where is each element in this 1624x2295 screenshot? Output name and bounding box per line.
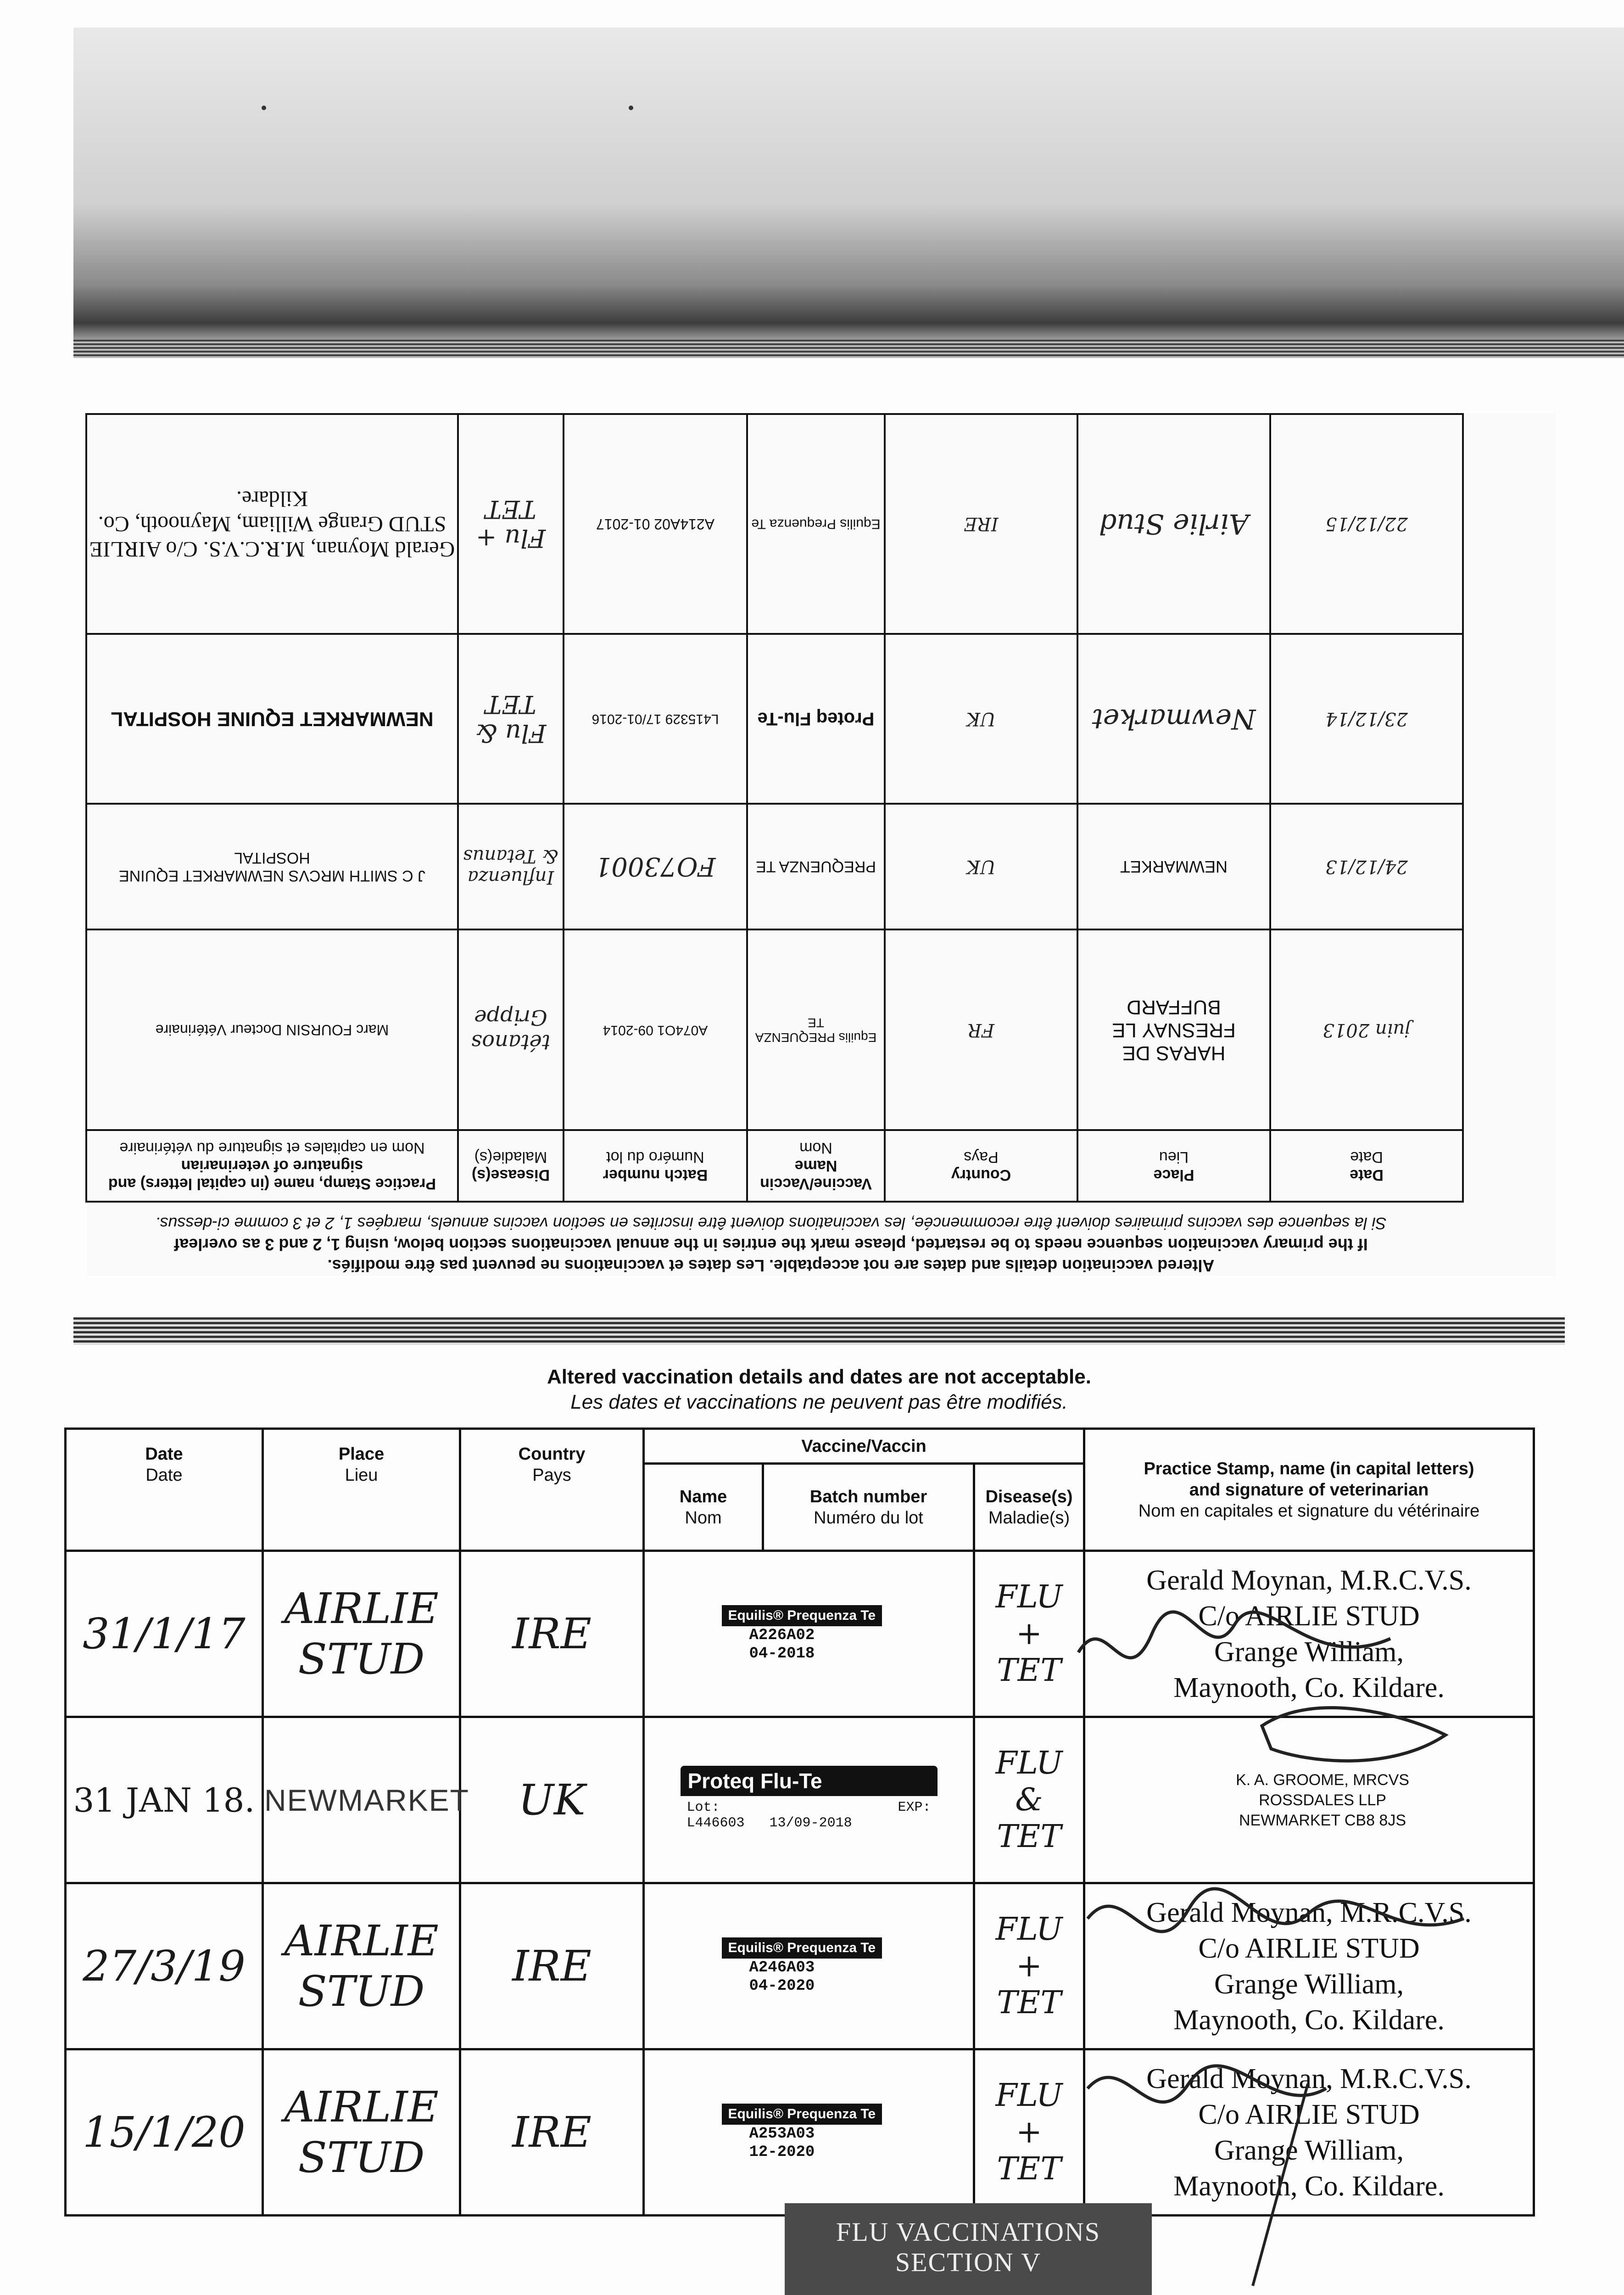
- notice-line: Altered vaccination details and dates are not acceptable. Les dates et vaccinations ne peuvent pas être modifiés.: [327, 1256, 1215, 1275]
- vaccine-sticker: [722, 1605, 896, 1663]
- row-vaccine: Equilis Prequenza Te: [747, 414, 885, 634]
- sticker-batch: L446603: [686, 1815, 745, 1831]
- footer-section: SECTION V: [895, 2247, 1042, 2277]
- row-batch: A074O1 09-2014: [564, 929, 747, 1130]
- row-vaccine-label: [644, 1551, 974, 1717]
- header-disease: Disease(s) Maladie(s): [458, 1130, 564, 1202]
- signature-stroke: [1088, 2066, 1326, 2102]
- row-practice-stamp: Gerald Moynan, M.R.C.V.S. C/o AIRLIE STUD Grange William, Maynooth, Co. Kildare.: [1084, 1883, 1534, 2049]
- row-stamp: Marc FOURSIN Docteur Vétérinaire: [86, 929, 458, 1130]
- row-disease: FLU + TET: [974, 1551, 1084, 1717]
- row-batch: A214A02 01-2017: [564, 414, 747, 634]
- row-place: NEWMARKET: [1077, 804, 1270, 929]
- sticker-expiry: 04-2018: [749, 1645, 815, 1662]
- header-name: Vaccine/Vaccin Name Nom: [747, 1130, 885, 1202]
- table-header-row: [86, 1130, 1463, 1202]
- row-disease: Influenza & Tetanus: [458, 804, 564, 929]
- row-date: 27/3/19: [66, 1883, 263, 2049]
- notice-line: Si la sequence des vaccins primaires doivent être recommencée, les vaccinations doivent être inscrites en section vaccins annuels, marqées 1, 2 et 3 comme ci-dessus.: [155, 1214, 1387, 1233]
- section-footer-tab: [785, 2203, 1152, 2295]
- sticker-brand: Equilis® Prequenza Te: [722, 2104, 882, 2125]
- scan-shadow: [73, 28, 1624, 349]
- sticker-expiry: 12-2020: [749, 2143, 815, 2161]
- row-date: 24/12/13: [1270, 804, 1463, 929]
- row-place: AIRLIE STUD: [263, 1551, 460, 1717]
- row-vaccine-label: [644, 1883, 974, 2049]
- vaccine-sticker: [722, 1937, 896, 1995]
- sticker-expiry: 13/09-2018: [769, 1815, 852, 1831]
- sticker-batch: A246A03: [749, 1959, 815, 1976]
- header-disease: Disease(s) Maladie(s): [974, 1464, 1084, 1551]
- table-header-row: [66, 1429, 1534, 1464]
- header-batch: Batch number Numéro du lot: [763, 1464, 974, 1551]
- vaccine-sticker: [722, 2104, 896, 2161]
- row-vaccine-label: [644, 1717, 974, 1883]
- altered-notice-subtitle: Les dates et vaccinations ne peuvent pas être modifiés.: [570, 1391, 1068, 1413]
- row-practice-stamp: Gerald Moynan, M.R.C.V.S. C/o AIRLIE STUD Grange William, Maynooth, Co. Kildare.: [1084, 1551, 1534, 1717]
- scan-speck: [629, 106, 633, 110]
- sticker-expiry: 04-2020: [749, 1977, 815, 1995]
- page-edge: [73, 340, 1624, 358]
- header-country: Country Pays: [460, 1429, 644, 1551]
- sticker-brand: Proteq Flu-Te: [681, 1766, 938, 1796]
- row-country: UK: [460, 1717, 644, 1883]
- row-country: IRE: [460, 1883, 644, 2049]
- row-disease: tétanos Grippe: [458, 929, 564, 1130]
- row-date: 15/1/20: [66, 2049, 263, 2216]
- signature-stroke: [1262, 1708, 1445, 1761]
- header-date: Date Date: [66, 1429, 263, 1551]
- signature-stroke: [1078, 1612, 1390, 1658]
- signature-stroke: [1253, 2084, 1308, 2286]
- notice-line: If the primary vaccination sequence needs to be restarted, please mark the entries in the annual vaccinations section below, using 1, 2 and 3 as overleaf: [174, 1235, 1368, 1254]
- row-disease: Flu + TET: [458, 414, 564, 634]
- row-place: Airlie Stud: [1077, 414, 1270, 634]
- row-date: 31/1/17: [66, 1551, 263, 1717]
- header-vaccine: Vaccine/Vaccin: [644, 1429, 1084, 1464]
- row-batch: FO73001: [564, 804, 747, 929]
- row-place: AIRLIE STUD: [263, 2049, 460, 2216]
- footer-title: FLU VACCINATIONS: [836, 2217, 1101, 2247]
- row-disease: FLU & TET: [974, 1717, 1084, 1883]
- row-vaccine-label: [644, 2049, 974, 2216]
- header-place: Place Lieu: [263, 1429, 460, 1551]
- header-stamp: Practice Stamp, name (in capital letters) and signature of veterinarian Nom en capitales et signature du vétérinaire: [86, 1130, 458, 1202]
- row-place: AIRLIE STUD: [263, 1883, 460, 2049]
- header-country: Country Pays: [885, 1130, 1077, 1202]
- row-vaccine: Proteq Flu-Te: [747, 634, 885, 804]
- row-country: IRE: [460, 2049, 644, 2216]
- table-row: [86, 929, 1463, 1130]
- sticker-lot-row: Lot: EXP: L446603 13/09-2018: [686, 1799, 931, 1831]
- row-date: 31 JAN 18.: [66, 1717, 263, 1883]
- sticker-brand: Equilis® Prequenza Te: [722, 1605, 882, 1626]
- signature-scribbles: [1069, 1597, 1482, 2295]
- vaccine-sticker: [681, 1766, 938, 1835]
- upside-down-vaccination-table: [85, 413, 1464, 1203]
- header-name: Name Nom: [644, 1464, 763, 1551]
- row-country: IRE: [460, 1551, 644, 1717]
- sticker-batch: A226A02: [749, 1626, 815, 1644]
- row-place: HARAS DE FRESNAY LE BUFFARD: [1077, 929, 1270, 1130]
- sticker-batch: A253A03: [749, 2125, 815, 2143]
- row-stamp: J C SMITH MRCVS NEWMARKET EQUINE HOSPITAL: [86, 804, 458, 929]
- row-vaccine: PREQUENZA TE: [747, 804, 885, 929]
- row-country: FR: [885, 929, 1077, 1130]
- row-disease: FLU + TET: [974, 1883, 1084, 2049]
- row-date: 22/12/15: [1270, 414, 1463, 634]
- row-stamp: NEWMARKET EQUINE HOSPITAL: [86, 634, 458, 804]
- row-place: Newmarket: [1077, 634, 1270, 804]
- row-batch: L415329 17/01-2016: [564, 634, 747, 804]
- row-country: IRE: [885, 414, 1077, 634]
- row-vaccine: Equilis PREQUENZA TE: [747, 929, 885, 1130]
- row-country: UK: [885, 804, 1077, 929]
- row-place: NEWMARKET: [263, 1717, 460, 1883]
- row-country: UK: [885, 634, 1077, 804]
- row-date: 23/12/14: [1270, 634, 1463, 804]
- signature-stroke: [1088, 1889, 1464, 1931]
- scan-speck: [262, 106, 266, 110]
- upside-down-notice: [106, 1213, 1436, 1276]
- row-date: juin 2013: [1270, 929, 1463, 1130]
- row-practice-stamp: K. A. GROOME, MRCVS ROSSDALES LLP NEWMARKET CB8 8JS: [1084, 1717, 1534, 1883]
- altered-notice-title: Altered vaccination details and dates are not acceptable.: [547, 1366, 1091, 1388]
- row-practice-stamp: Gerald Moynan, M.R.C.V.S. C/o AIRLIE STUD Grange William, Maynooth, Co. Kildare.: [1084, 2049, 1534, 2216]
- table-row: [86, 414, 1463, 634]
- row-disease: Flu & TET: [458, 634, 564, 804]
- header-date: Date Date: [1270, 1130, 1463, 1202]
- upside-down-page: [87, 413, 1556, 1276]
- sticker-brand: Equilis® Prequenza Te: [722, 1937, 882, 1959]
- table-row: [86, 804, 1463, 929]
- header-batch: Batch number Numéro du lot: [564, 1130, 747, 1202]
- row-disease: FLU + TET: [974, 2049, 1084, 2216]
- table-row: [86, 634, 1463, 804]
- header-place: Place Lieu: [1077, 1130, 1270, 1202]
- page-fold-divider: [73, 1317, 1565, 1345]
- header-practice-stamp: Practice Stamp, name (in capital letters) and signature of veterinarian Nom en capitales et signature du vétérinaire: [1084, 1429, 1534, 1551]
- row-stamp: Gerald Moynan, M.R.C.V.S. C/o AIRLIE STUD Grange William, Maynooth, Co. Kildare.: [86, 414, 458, 634]
